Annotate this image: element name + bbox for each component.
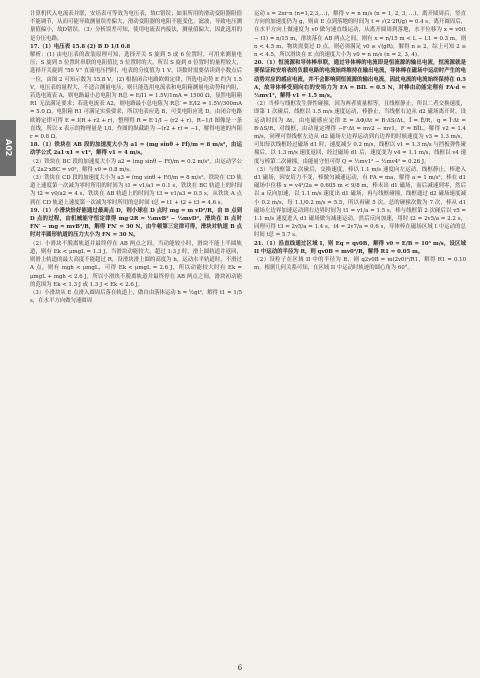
- right-column-paragraph: （3）与线框第 2 次碰后，交换速度，棒以 1.1 m/s 速度向左运动，线框静止，棒进入 d1 磁场，因安培力不变，棒做匀减速运动，有 FA = ma，解得 a = 1 m/s²，棒在 d1 磁场中位移 x = v4²/2a = 0.605 m < 9/8 m，棒未出 d1 磁场，而后减速到零，然后以 a 反向加速，以 1.1 m/s 速度出 d1 磁场，再与线框碰撞，线框通过 d2 磁场速度减小 0.2 m/s，每 1.1/0.2 m/s = 5.5，所以再碰 5 次，总的碰撞次数为 7 次，棒从 d1 磁场左边界加速运动到右边界时间为 t1 = v1/a = 1.5 s，棒与线框第 2 次碰后以 v5 = 1.1 m/s 速度进入 d1 磁场做匀减速运动，然后反向加速，用时 t2 = 2v5/a = 2.2 s，同理可得 t3 = 2v5/a = 1.4 s，t4 = 2v7/a = 0.6 s，导体棒在磁场区域 I 中运动的总时间 t总 = 5.7 s。: [254, 166, 466, 239]
- page-number: 6: [237, 664, 243, 672]
- left-column: [30, 10, 242, 660]
- right-column-paragraph: 运动 s = 2πr·n (n=1,2,3,…)，解得 v = n m/s (n = 1, 2, 3, …)，离开圆周后，竖直方向的加速度仍为 g，则由 E 点到落地的时间为 t = √(2·2R/g) = 0.4 s，离开圆周后，在水平方向上做速度为 v0 做匀速直线运动，从离开圆周到落地，水平位移为 x = v0(t − t1) = n/15 m，滑块落在 AB 两点之间，则有 x = n/15 m < L − L1 = 0.3 m，则 n < 4.5 m，物块需要过 D 点，则必须满足 v0 ≥ √(gR)，解得 n ≥ 2，综上可知 2 ≤ n < 4.5，所以滑块在 E 点的速度大小为 v0 = n m/s (n = 2, 3, 4)。: [254, 11, 466, 59]
- left-column-paragraph: （3）小滑块从 E 点滑入圆周后落在轨道上，做自由落体运动 h = ½gt²，解得 t1 = 1/5 s，在水平方向做匀速圆周: [30, 289, 242, 305]
- right-column-paragraph: 20.（1）恒流源和导体棒串联，通过导体棒的电流即是恒流源的输出电流，恒流源就是要保证和安培表的负载电路的电流始终维持在输出电流，导体棒在磁场中运动时产生的电动势对应的感应电流，并不会影响到恒流源的输出电流，因此电流的电流始终保持在 0.5 A，故导体棒受到向右的安培力为 FA = BIL = 0.5 N，对棒由动能定理有 FA·d = ½mv1²，解得 v1 = 1.5 m/s。: [254, 60, 466, 100]
- left-column-paragraph: 19.（1）小滑块恰好能通过最高点 D，则小球在 D 点时 mg = m vD²/R，由 B 点到 D 点的过程，由机械能守恒定律得 mg·2R = ½mvB² − ½mvD²，滑块在 B 点时 FN′ − mg = mvB²/R，解得 FN′ = 30 N，由牛顿第三定律可得，滑块对轨道 B 点时对半圆形轨道的压力大小为 FN = 30 N。: [30, 207, 242, 239]
- left-column-paragraph: 解析：(1) 由电压表的改装原理可知，选择开关 S 旋到 5 或 6 位置时，可用来测量电压；S 旋到 5 位置时串联的电阻值比 5 位置时的大，所以 S 旋到 6 位置时的量程较大，选择开关旋到 "50 V" 直流电压挡时，电表的分度值为 1 V，读数时需要估读到小数点后一位，由图 2 可知示数为 15.8 V。(2) 根据闭合电路欧姆定律，所选电动势 E 约为 1.5 V，电压表的量程大，不适合测量电压，则只能选用电流表和电阻箱测量电动势和内阻，若选电流表 A，则电路最小总电阻为 R总 = E/I1 = 1.5V/1mA = 1500 Ω，显然电阻箱 R1 无法满足要求；若选电流表 A2，则电路最小总电阻为 R总′ = E/I2 = 1.5V/300mA = 5.0 Ω，电阻箱 R1 可满足实验要求，所以电表应选 B，可变电阻应选 D。由闭合电路欧姆定律可得 E = I(R + r2 + r)，整理得 R = E·1/I − (r2 + r)，R−1/I 图像是一条直线，所以 x 表示的物理量是 1/I，作图的纵截距为 −(r2 + r) = −1，解得电池的内阻 r = 0.8 Ω。: [30, 52, 242, 141]
- left-column-paragraph: （2）小滑块不脱离轨道并最终停在 AB 两点之间，当动能较小时，滑块不能上半圆轨道，则有 Ek < μmgL = 1.3 J，当滑块动能较大，超过 1.3 J 时，滑上圆轨道并返回，则滑上轨道的最大高度不能超过 R，设滑块滑上圆的高度为 h，运动水平轨道时，不滑过 A 点，则有 mgh < μmgL，可得 Ek < μmgL = 2.6 J，所以动能较大时有 Ek = μmgL + mgh < 2.6 J，所以小滑块不脱离轨道并最终停在 AB 两点之间，滑块初动能的范围为 Ek < 1.3 J 或 1.3 J < Ek < 2.6 J。: [30, 240, 242, 288]
- columns: [30, 10, 466, 660]
- right-column-paragraph: （2）当棒与线框发生弹性碰撞，因为两者质量相等，且线框静止，所以二者交换速度，即第 1 次碰后，线框以 1.5 m/s 速度运动，棒静止，当线框右边从 d2 磁场离开时，设运动时间为 Δt，由电磁感应定律 E = ΔΦ/Δt = B·ΔS/Δt，Ī = Ē/R，q = Ī·Δt = B·ΔS/R，对线框，由动量定理得 −F·Δt = mv2 − mv1，F = BĪL，解得 v2 = 1.4 m/s，同理可得线框左边从 d2 磁场左边界运动到右边界的时候速度为 v3 = 1.3 m/s，可知每次线框经过磁场 d1 时，速度减少 0.2 m/s，线框以 v1 = 1.3 m/s 与挡板弹性碰撞后，以 1.3 m/s 速度返回，经过磁场 d1 后，速度变为 v4 = 1.1 m/s，线框以 v4 速度与棒第二次碰撞，由能量守恒可得 Q = ½mv1² − ½mv4² = 0.26 J。: [254, 101, 466, 165]
- left-column-paragraph: 计算机代入电流表并联，安培表可等效为电压表，故C错误；如果所用的滑动变阻器阻值不能调节，从而可能导致测量误差偏大，滑动变阻器的电阻不能变化，滤波，导致电压测量值偏小，故D错误。（3）分析误差可知，使用电流表内接法，测量值偏大，因此选用的是分压电路。: [30, 11, 242, 42]
- side-tab: A02: [0, 120, 16, 176]
- right-column-paragraph: 21.（1）沿直线通过区域 I，则 Eq = qv0B，解得 v0 = E/B = 10⁵ m/s，设区域 II 中运动的半径为 R，则 qv0B = mv0²/R，解得 R1 = 0.05 m。: [254, 240, 466, 255]
- left-column-paragraph: 18.（1）铁块在 AB 段的加速度大小为 a1 = (mg sinθ + Ff)/m = 8 m/s²，由运动学公式 2a1·x1 = v1²，解得 v1 = 4 m/s。: [30, 142, 242, 157]
- right-column-paragraph: （2）设粒子在区域 II 中的半径为 R，则 q2v0B = m(2v0)²/R1，解得 R1 = 0.10 m，根据几何关系可知，在区域 II 中运动时轨迹的圆心角为 60°。: [254, 257, 466, 272]
- left-column-paragraph: 17.（1）电压表 15.8 (2) B D 1/I 0.8: [30, 43, 131, 50]
- left-column-paragraph: （2）铁块在 BC 段的加速度大小为 a2 = (mg sinθ − Ff)/m = 0.2 m/s²，由运动学公式 2a2·xBC = v0²，解得 v0 = 0.8 m/s。: [30, 158, 242, 173]
- right-column: [254, 10, 466, 660]
- left-column-paragraph: （3）铁块在 CD 段的加速度大小为 a3 = (mg sinθ + Ff)/m = 8 m/s²，铁块在 CD 轨道上速度第一次减为零时所用的时间为 t1 = v1/a1 = 0.1 s，铁块在 BC 轨道上的时间为 t2 = v0/a2 = 4 s，铁块在 AB 轨道上的时间为 t3 = v1/a3 = 0.5 s，从铁块 A 点到在 CD 轨道上速度第一次减为零时所用的总时间 t总 = t1 + t2 + t3 = 4.6 s。: [30, 175, 242, 206]
